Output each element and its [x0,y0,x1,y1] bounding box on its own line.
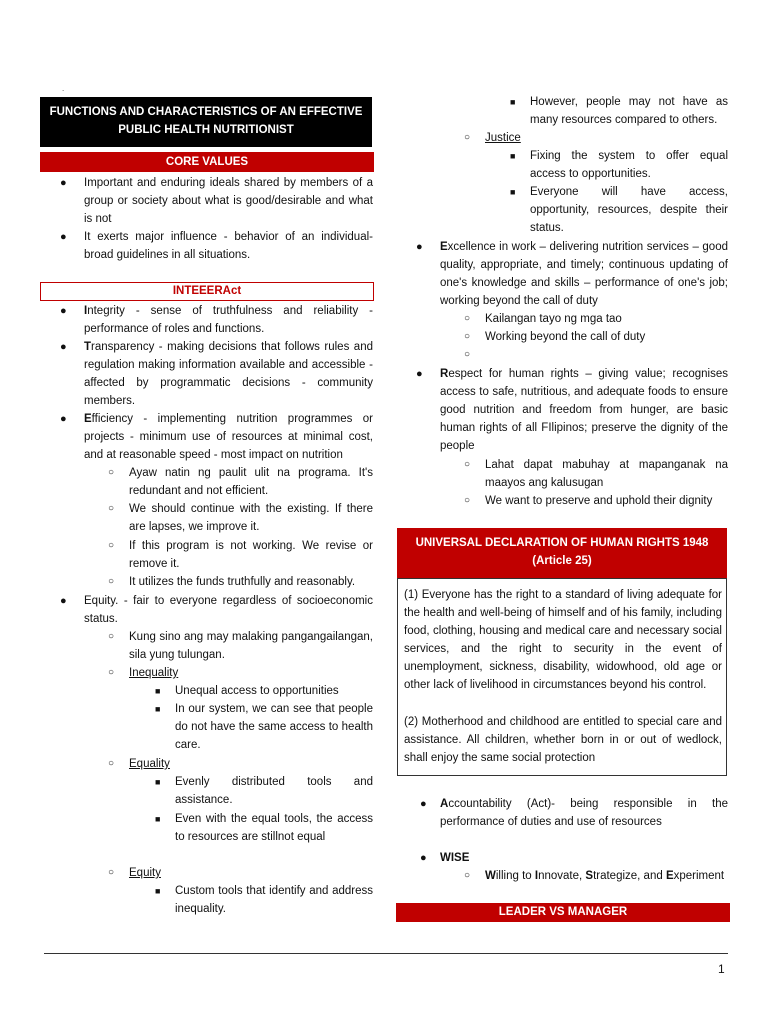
equality-item-2: Even with the equal tools, the access to resources are stillnot equal [175,813,373,843]
circle-bullet-icon: ○ [108,867,115,878]
inequality-item-1: Unequal access to opportunities [175,685,339,697]
square-bullet-icon: ■ [155,704,161,714]
core-values-heading: CORE VALUES [40,152,374,172]
respect-item: Respect for human rights – giving value; recognises access to safe, nutritious, and adequate foods to ensure good nutrition and freedom from hunger, are basic human rights of all FIlipinos; preserve the dignity of the people [440,368,728,452]
square-bullet-icon: ■ [155,686,161,696]
circle-bullet-icon: ○ [108,467,115,478]
justice-item-2: Everyone will have access, opportunity, resources, despite their status. [530,186,728,234]
leader-vs-manager-heading: LEADER VS MANAGER [396,903,730,922]
equity-sub-item-1: Custom tools that identify and address inequality. [175,885,373,915]
circle-bullet-icon: ○ [464,349,471,360]
square-bullet-icon: ■ [510,151,516,161]
footer-divider [44,953,728,954]
page-number: 1 [718,962,725,976]
efficiency-sub-1: Ayaw natin ng paulit ulit na programa. It's redundant and not efficient. [129,467,373,497]
bullet-icon: ● [416,241,423,253]
bullet-icon: ● [60,595,67,607]
square-bullet-icon: ■ [155,886,161,896]
udhr-paragraph-2: (2) Motherhood and childhood are entitled to special care and assistance. All children, whether born in or out of wedlock, shall enjoy the same social protection [404,716,722,764]
circle-bullet-icon: ○ [464,459,471,470]
bullet-icon: ● [60,231,67,243]
udhr-paragraph-1: (1) Everyone has the right to a standard of living adequate for the health and well-being of himself and of his family, including food, clothing, housing and medical care and necessary social services, and the right to security in the event of unemployment, sickness, disability, widowhood, old age or other lack of livelihood in circumstances beyond his control. [404,589,722,691]
accountability-item: Accountability (Act)- being responsible in the performance of duties and use of resources [440,798,728,828]
circle-bullet-icon: ○ [108,667,115,678]
excellence-sub-1: Kailangan tayo ng mga tao [485,313,622,325]
excellence-item: Excellence in work – delivering nutrition services – good quality, appropriate, and timely; continuous updating of one's knowledge and skills – performance of one's job; working beyond the call of duty [440,241,728,307]
inteeeract-heading: INTEEERAct [40,282,374,301]
however-item: However, people may not have as many resources compared to others. [530,96,728,126]
respect-sub-1: Lahat dapat mabuhay at mapanganak na maayos ang kalusugan [485,459,728,489]
circle-bullet-icon: ○ [108,576,115,587]
document-title: FUNCTIONS AND CHARACTERISTICS OF AN EFFECTIVE PUBLIC HEALTH NUTRITIONIST [40,97,372,147]
circle-bullet-icon: ○ [464,870,471,881]
bullet-icon: ● [416,368,423,380]
excellence-sub-2: Working beyond the call of duty [485,331,646,343]
core-values-item-2: It exerts major influence - behavior of an individual- broad guidelines in all situations. [84,231,373,261]
respect-sub-2: We want to preserve and uphold their dignity [485,495,713,507]
bullet-icon: ● [60,177,67,189]
top-mark: . [62,84,65,93]
circle-bullet-icon: ○ [108,758,115,769]
udhr-heading: UNIVERSAL DECLARATION OF HUMAN RIGHTS 1948 (Article 25) [397,528,727,578]
equality-item-1: Evenly distributed tools and assistance. [175,776,373,806]
equity-sub-1: Kung sino ang may malaking pangangailangan, sila yung tulungan. [129,631,373,661]
circle-bullet-icon: ○ [108,540,115,551]
integrity-item: Integrity - sense of truthfulness and reliability - performance of roles and functions. [84,305,373,335]
circle-bullet-icon: ○ [108,503,115,514]
equity-item: Equity. - fair to everyone regardless of socioeconomic status. [84,595,373,625]
circle-bullet-icon: ○ [464,132,471,143]
circle-bullet-icon: ○ [464,331,471,342]
justice-item-1: Fixing the system to offer equal access to opportunities. [530,150,728,180]
circle-bullet-icon: ○ [464,313,471,324]
efficiency-item: Efficiency - implementing nutrition programmes or projects - minimum use of resources at minimal cost, and at reasonable speed - most impact on nutrition [84,413,373,461]
equity-sub-label: Equity [129,867,161,879]
transparency-item: Transparency - making decisions that follows rules and regulation making information available and accessible - affected by programmatic decisions - community members. [84,341,373,407]
equality-label: Equality [129,758,170,770]
circle-bullet-icon: ○ [464,495,471,506]
bullet-icon: ● [60,341,67,353]
wise-sub: Willing to Innovate, Strategize, and Experiment [485,870,725,882]
efficiency-sub-4: It utilizes the funds truthfully and reasonably. [129,576,356,588]
wise-label: WISE [440,852,470,864]
square-bullet-icon: ■ [510,187,516,197]
square-bullet-icon: ■ [155,814,161,824]
core-values-item-1: Important and enduring ideals shared by members of a group or society about what is good/desirable and what is not [84,177,373,225]
bullet-icon: ● [60,305,67,317]
bullet-icon: ● [60,413,67,425]
circle-bullet-icon: ○ [108,631,115,642]
inequality-item-2: In our system, we can see that people do not have the same access to health care. [175,703,373,751]
bullet-icon: ● [420,798,427,810]
inequality-label: Inequality [129,667,179,679]
efficiency-sub-3: If this program is not working. We revise or remove it. [129,540,373,570]
efficiency-sub-2: We should continue with the existing. If there are lapses, we improve it. [129,503,373,533]
square-bullet-icon: ■ [510,97,516,107]
square-bullet-icon: ■ [155,777,161,787]
bullet-icon: ● [420,852,427,864]
justice-label: Justice [485,132,521,144]
